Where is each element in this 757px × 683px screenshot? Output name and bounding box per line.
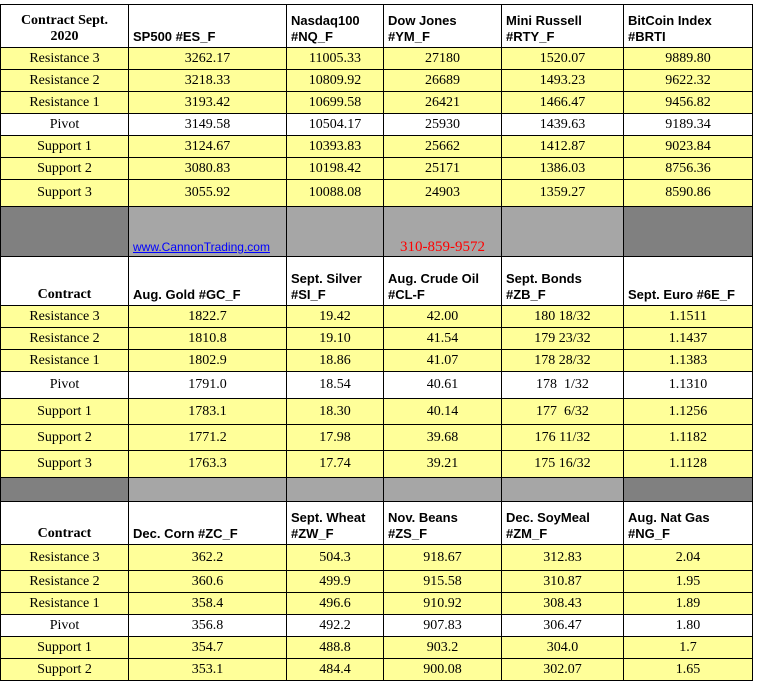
row-label: Pivot: [1, 372, 129, 399]
header-line-2: #ZB_F: [506, 287, 546, 302]
column-header: [129, 257, 287, 306]
row-label: Support 2: [1, 659, 129, 681]
level-value: 3149.58: [129, 114, 287, 136]
level-value: 9023.84: [624, 136, 753, 158]
level-value: 11005.33: [287, 48, 384, 70]
level-value: 1.89: [624, 593, 753, 615]
level-value: 1.95: [624, 571, 753, 593]
level-value: 19.10: [287, 328, 384, 350]
separator-cell: [129, 207, 287, 257]
separator-cell: [287, 207, 384, 257]
header-line-2: #RTY_F: [506, 29, 555, 44]
level-value: 9622.32: [624, 70, 753, 92]
table-row: [1, 425, 753, 451]
table-row: [1, 48, 753, 70]
header-line-2: #SI_F: [291, 287, 326, 302]
column-header: [287, 502, 384, 545]
separator-cell: [502, 478, 624, 502]
website-link[interactable]: www.CannonTrading.com: [133, 240, 270, 254]
separator-cell: [1, 478, 129, 502]
level-value: 175 16/32: [502, 451, 624, 478]
header-line-2: #ZS_F: [388, 526, 428, 541]
level-value: 10699.58: [287, 92, 384, 114]
column-header: [287, 5, 384, 48]
header-line-2: 2020: [50, 29, 79, 44]
level-value: 8756.36: [624, 158, 753, 180]
header-line-2: #NQ_F: [291, 29, 333, 44]
level-value: 3218.33: [129, 70, 287, 92]
level-value: 358.4: [129, 593, 287, 615]
table-row: [1, 593, 753, 615]
table-row: [1, 399, 753, 425]
column-header: [129, 5, 287, 48]
header-line-2: Aug. Gold #GC_F: [133, 287, 241, 302]
level-value: 179 23/32: [502, 328, 624, 350]
header-line-1: BitCoin Index: [628, 13, 712, 28]
level-value: 354.7: [129, 637, 287, 659]
level-value: 26689: [384, 70, 502, 92]
header-line-1: Mini Russell: [506, 13, 582, 28]
level-value: 1.65: [624, 659, 753, 681]
level-value: 3124.67: [129, 136, 287, 158]
level-value: 499.9: [287, 571, 384, 593]
level-value: 3193.42: [129, 92, 287, 114]
level-value: 1771.2: [129, 425, 287, 451]
header-line-2: #ZW_F: [291, 526, 334, 541]
level-value: 1791.0: [129, 372, 287, 399]
level-value: 907.83: [384, 615, 502, 637]
pivot-levels-table: [0, 4, 753, 681]
level-value: 360.6: [129, 571, 287, 593]
level-value: 910.92: [384, 593, 502, 615]
level-value: 312.83: [502, 545, 624, 571]
level-value: 488.8: [287, 637, 384, 659]
header-line-2: Contract: [37, 526, 92, 541]
row-label: Pivot: [1, 615, 129, 637]
row-label: Support 3: [1, 451, 129, 478]
table-row: [1, 659, 753, 681]
level-value: 1810.8: [129, 328, 287, 350]
header-line-2: SP500 #ES_F: [133, 29, 216, 44]
level-value: 310.87: [502, 571, 624, 593]
level-value: 178 1/32: [502, 372, 624, 399]
column-header: [502, 5, 624, 48]
level-value: 26421: [384, 92, 502, 114]
separator-cell: [1, 207, 129, 257]
header-line-1: Dec. SoyMeal: [506, 510, 590, 525]
row-label: Resistance 3: [1, 306, 129, 328]
level-value: 40.61: [384, 372, 502, 399]
header-line-2: #CL-F: [388, 287, 425, 302]
level-value: 1822.7: [129, 306, 287, 328]
level-value: 306.47: [502, 615, 624, 637]
separator-row: [1, 478, 753, 502]
level-value: 1763.3: [129, 451, 287, 478]
level-value: 41.07: [384, 350, 502, 372]
level-value: 1520.07: [502, 48, 624, 70]
row-label: Resistance 3: [1, 48, 129, 70]
level-value: 40.14: [384, 399, 502, 425]
table-row: [1, 158, 753, 180]
column-header: [502, 257, 624, 306]
level-value: 1802.9: [129, 350, 287, 372]
level-value: 1.1511: [624, 306, 753, 328]
row-label: Pivot: [1, 114, 129, 136]
level-value: 8590.86: [624, 180, 753, 207]
row-label: Resistance 1: [1, 350, 129, 372]
level-value: 504.3: [287, 545, 384, 571]
table-row: [1, 328, 753, 350]
header-line-2: Contract: [37, 287, 92, 302]
level-value: 484.4: [287, 659, 384, 681]
level-value: 176 11/32: [502, 425, 624, 451]
level-value: 3080.83: [129, 158, 287, 180]
level-value: 17.74: [287, 451, 384, 478]
column-header: [624, 257, 753, 306]
header-line-2: #ZM_F: [506, 526, 548, 541]
section3-header: [1, 502, 753, 545]
level-value: 903.2: [384, 637, 502, 659]
table-row: [1, 136, 753, 158]
level-value: 1.7: [624, 637, 753, 659]
table-row: [1, 114, 753, 136]
level-value: 918.67: [384, 545, 502, 571]
row-label: Resistance 2: [1, 571, 129, 593]
level-value: 1412.87: [502, 136, 624, 158]
header-line-1: Sept. Wheat: [291, 510, 366, 525]
column-header: [384, 257, 502, 306]
level-value: 25171: [384, 158, 502, 180]
level-value: 9889.80: [624, 48, 753, 70]
separator-cell: [287, 478, 384, 502]
level-value: 304.0: [502, 637, 624, 659]
header-line-1: Dow Jones: [388, 13, 457, 28]
level-value: 1.1383: [624, 350, 753, 372]
separator-row: [1, 207, 753, 257]
column-header: [624, 5, 753, 48]
table-row: [1, 70, 753, 92]
level-value: 18.86: [287, 350, 384, 372]
level-value: 3055.92: [129, 180, 287, 207]
header-line-2: Sept. Euro #6E_F: [628, 287, 735, 302]
separator-cell: [384, 478, 502, 502]
level-value: 41.54: [384, 328, 502, 350]
table-row: [1, 615, 753, 637]
level-value: 1.1128: [624, 451, 753, 478]
section2-header: [1, 257, 753, 306]
separator-cell: [129, 478, 287, 502]
row-label: Resistance 2: [1, 70, 129, 92]
contract-header: [1, 5, 129, 48]
level-value: 356.8: [129, 615, 287, 637]
level-value: 180 18/32: [502, 306, 624, 328]
header-line-1: Nov. Beans: [388, 510, 458, 525]
table-row: [1, 372, 753, 399]
phone-number: 310-859-9572: [400, 239, 485, 255]
header-line-1: Nasdaq100: [291, 13, 360, 28]
level-value: 1.1256: [624, 399, 753, 425]
level-value: 1.80: [624, 615, 753, 637]
column-header: [287, 257, 384, 306]
table-row: [1, 180, 753, 207]
header-line-1: Contract Sept.: [20, 13, 109, 28]
table-row: [1, 545, 753, 571]
level-value: 39.68: [384, 425, 502, 451]
level-value: 1.1437: [624, 328, 753, 350]
row-label: Support 1: [1, 399, 129, 425]
header-line-2: #BRTI: [628, 29, 666, 44]
table-row: [1, 637, 753, 659]
header-line-1: Aug. Crude Oil: [388, 271, 479, 286]
level-value: 362.2: [129, 545, 287, 571]
separator-cell: [624, 207, 753, 257]
level-value: 1.1182: [624, 425, 753, 451]
row-label: Resistance 2: [1, 328, 129, 350]
contract-header: [1, 257, 129, 306]
level-value: 10198.42: [287, 158, 384, 180]
header-line-1: Sept. Silver: [291, 271, 362, 286]
level-value: 900.08: [384, 659, 502, 681]
level-value: 10504.17: [287, 114, 384, 136]
header-line-1: Aug. Nat Gas: [628, 510, 710, 525]
level-value: 1386.03: [502, 158, 624, 180]
table-row: [1, 92, 753, 114]
header-line-1: Sept. Bonds: [506, 271, 582, 286]
level-value: 10393.83: [287, 136, 384, 158]
section1-header: [1, 5, 753, 48]
level-value: 178 28/32: [502, 350, 624, 372]
level-value: 1359.27: [502, 180, 624, 207]
contract-header: [1, 502, 129, 545]
level-value: 9456.82: [624, 92, 753, 114]
row-label: Support 1: [1, 637, 129, 659]
level-value: 496.6: [287, 593, 384, 615]
row-label: Support 2: [1, 425, 129, 451]
level-value: 177 6/32: [502, 399, 624, 425]
table-row: [1, 451, 753, 478]
level-value: 18.54: [287, 372, 384, 399]
level-value: 25930: [384, 114, 502, 136]
level-value: 1466.47: [502, 92, 624, 114]
level-value: 1783.1: [129, 399, 287, 425]
level-value: 10809.92: [287, 70, 384, 92]
level-value: 25662: [384, 136, 502, 158]
row-label: Support 1: [1, 136, 129, 158]
column-header: [624, 502, 753, 545]
column-header: [502, 502, 624, 545]
level-value: 492.2: [287, 615, 384, 637]
level-value: 18.30: [287, 399, 384, 425]
header-line-2: #NG_F: [628, 526, 670, 541]
column-header: [129, 502, 287, 545]
level-value: 42.00: [384, 306, 502, 328]
row-label: Resistance 3: [1, 545, 129, 571]
column-header: [384, 5, 502, 48]
level-value: 2.04: [624, 545, 753, 571]
level-value: 1439.63: [502, 114, 624, 136]
level-value: 1.1310: [624, 372, 753, 399]
level-value: 19.42: [287, 306, 384, 328]
table-row: [1, 350, 753, 372]
row-label: Support 3: [1, 180, 129, 207]
separator-cell: [624, 478, 753, 502]
level-value: 9189.34: [624, 114, 753, 136]
separator-cell: [502, 207, 624, 257]
row-label: Resistance 1: [1, 593, 129, 615]
level-value: 10088.08: [287, 180, 384, 207]
column-header: [384, 502, 502, 545]
level-value: 3262.17: [129, 48, 287, 70]
table-row: [1, 306, 753, 328]
level-value: 17.98: [287, 425, 384, 451]
level-value: 302.07: [502, 659, 624, 681]
level-value: 1493.23: [502, 70, 624, 92]
level-value: 27180: [384, 48, 502, 70]
table-row: [1, 571, 753, 593]
level-value: 353.1: [129, 659, 287, 681]
level-value: 915.58: [384, 571, 502, 593]
header-line-2: Dec. Corn #ZC_F: [133, 526, 238, 541]
row-label: Support 2: [1, 158, 129, 180]
level-value: 24903: [384, 180, 502, 207]
separator-cell: [384, 207, 502, 257]
row-label: Resistance 1: [1, 92, 129, 114]
level-value: 308.43: [502, 593, 624, 615]
level-value: 39.21: [384, 451, 502, 478]
header-line-2: #YM_F: [388, 29, 430, 44]
